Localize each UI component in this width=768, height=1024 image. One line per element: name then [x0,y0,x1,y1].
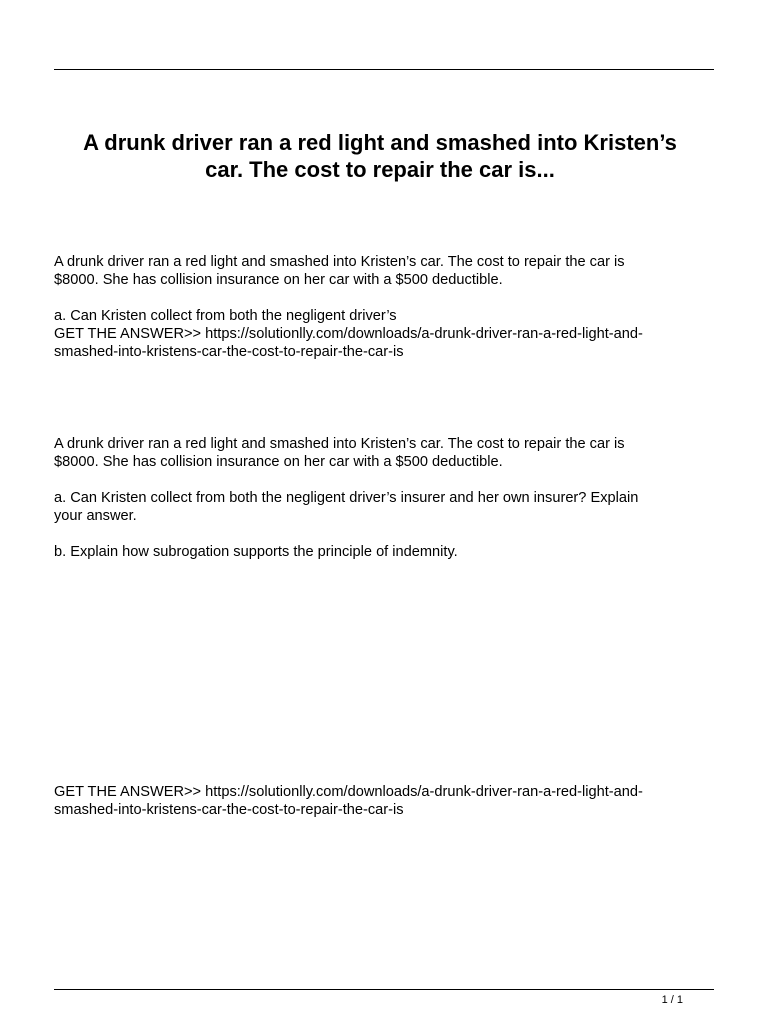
full-intro-line-1: A drunk driver ran a red light and smashed into Kristen’s car. The cost to repair the car is [54,436,625,452]
full-question-b: b. Explain how subrogation supports the principle of indemnity. [54,544,458,560]
preview-answer-link-line-2[interactable]: smashed-into-kristens-car-the-cost-to-repair-the-car-is [54,344,404,360]
footer-answer-link-line-2[interactable]: smashed-into-kristens-car-the-cost-to-repair-the-car-is [54,802,404,818]
top-divider [54,69,714,70]
preview-answer-link-line-1[interactable]: GET THE ANSWER>> https://solutionlly.com/downloads/a-drunk-driver-ran-a-red-light-and- [54,326,643,342]
full-intro-line-2: $8000. She has collision insurance on her car with a $500 deductible. [54,454,503,470]
title-line-1: A drunk driver ran a red light and smashed into Kristen’s [83,130,677,155]
full-question-a-line-1: a. Can Kristen collect from both the negligent driver’s insurer and her own insurer? Explain [54,490,639,506]
title-line-2: car. The cost to repair the car is... [205,157,555,182]
preview-intro-line-1: A drunk driver ran a red light and smashed into Kristen’s car. The cost to repair the car is [54,254,625,270]
footer-answer-section [54,783,714,819]
full-question-a-line-2: your answer. [54,508,137,524]
footer-answer-link-line-1[interactable]: GET THE ANSWER>> https://solutionlly.com/downloads/a-drunk-driver-ran-a-red-light-and- [54,784,643,800]
document-title [54,129,706,183]
bottom-divider [54,989,714,990]
full-question-section [54,435,714,561]
preview-intro-line-2: $8000. She has collision insurance on her car with a $500 deductible. [54,272,503,288]
preview-section [54,253,714,361]
preview-question-a: a. Can Kristen collect from both the negligent driver’s [54,308,397,324]
page-number: 1 / 1 [661,994,683,1006]
